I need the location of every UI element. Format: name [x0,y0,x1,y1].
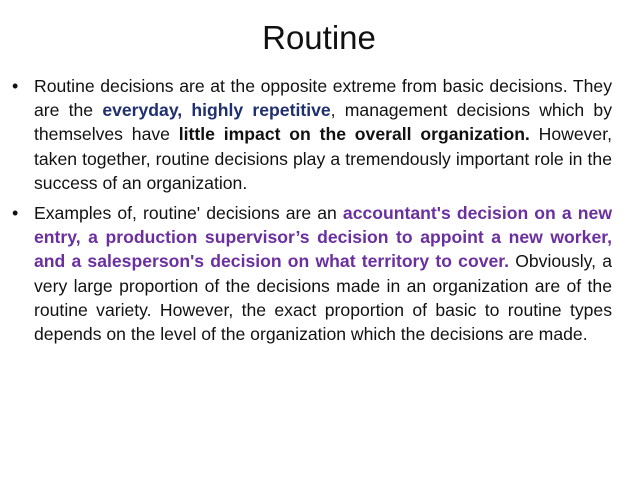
bullet-text: Obviously, a very large proportion of the decisions made in an organization are of the routine variety. However, the exact proportion of basic to routine types depends on the level of the organization which the decisions are made. [34,251,613,345]
bullet-item-routine-decisions [12,74,612,195]
bullet-text: Routine decisions are at the opposite extreme from basic decisions. They are the [34,76,612,121]
bullet-icon: • [12,76,19,96]
bullet-icon: • [12,203,19,224]
bullet-text: Examples of, routine' decisions are an [34,203,343,224]
slide-title: Routine [262,19,376,56]
bullet-text: , management decisions which by themselves have [34,100,612,145]
bullet-item-examples [12,201,612,346]
emphasis-little-impact: little impact on the overall organization. [178,124,530,145]
bullet-text: However, taken together, routine decisions play a tremendously important role in the success of an organization. [34,124,612,193]
bullet-list [12,74,612,352]
highlight-examples: accountant's decision on a new entry, a production supervisor’s decision to appoint a new worker, and a salesperson's decision on what territory to cover. [34,203,613,272]
highlight-everyday-repetitive: everyday, highly repetitive [102,100,331,121]
